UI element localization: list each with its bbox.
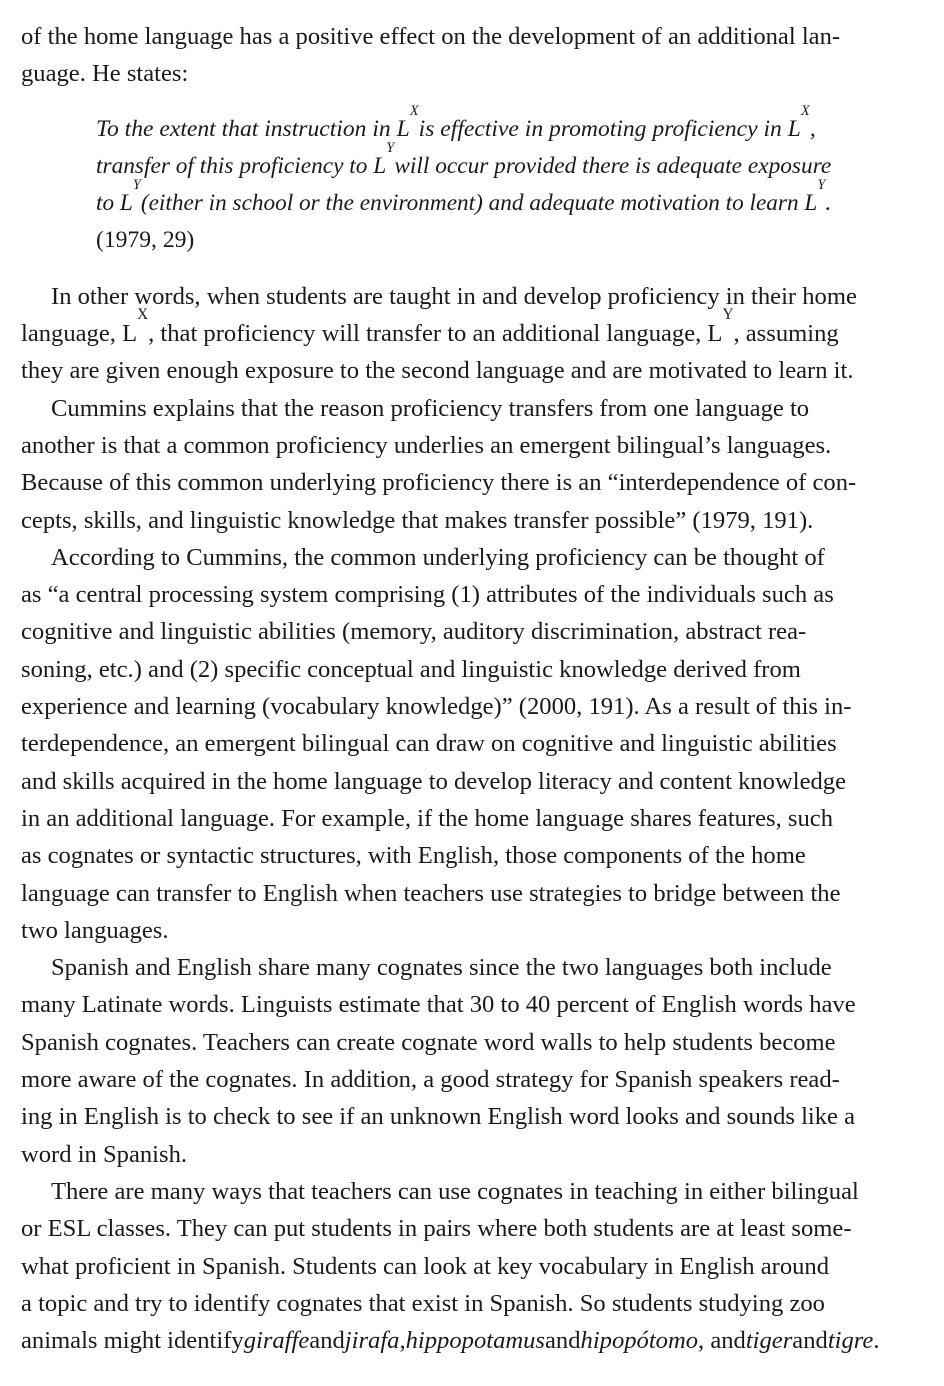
subscript: X [409, 102, 419, 119]
text-line-content: In other words, when students are taught in and develop proficiency in their home [51, 282, 857, 310]
document-page [21, 18, 921, 1359]
text-line [21, 502, 921, 539]
text-line-content: as “a central processing system comprising (1) attributes of the individuals such as [21, 581, 834, 609]
text-line [21, 1248, 921, 1285]
paragraph-4 [21, 949, 921, 1173]
subscript: Y [722, 306, 734, 324]
example-word: hipopótomo [580, 1327, 699, 1355]
text-line-content: There are many ways that teachers can use cognates in teaching in either bilingual [51, 1177, 859, 1205]
text-line-content: another is that a common proficiency underlies an emergent bilingual’s languages. [21, 431, 832, 459]
text-line-content: and skills acquired in the home language to develop literacy and content knowledge [21, 767, 846, 795]
text-line [21, 1024, 921, 1061]
quote-text: To the extent that instruction in L [96, 115, 410, 142]
text-line [21, 949, 921, 986]
text-line [21, 464, 921, 501]
example-word: tigre [827, 1327, 874, 1355]
paragraph-5 [21, 1173, 921, 1359]
quote-text: (either in school or the environment) and adequate motivation to learn L [140, 190, 818, 217]
example-word: jirafa [344, 1327, 400, 1355]
text-line [21, 306, 921, 352]
intro-paragraph [21, 18, 921, 93]
text-line [21, 613, 921, 650]
text-line-content: experience and learning (vocabulary knowledge)” (2000, 191). As a result of this in- [21, 693, 852, 721]
text-line [21, 1210, 921, 1247]
text-segment: language, L [21, 320, 138, 348]
text-segment: , [399, 1327, 406, 1355]
text-line-content: of the home language has a positive effect on the development of an additional lan- [21, 23, 841, 50]
text-line-content: as cognates or syntactic structures, with English, those components of the home [21, 842, 806, 870]
text-line [21, 800, 921, 837]
quote-line [96, 222, 831, 259]
text-line [21, 651, 921, 688]
text-line-content: guage. He states: [21, 60, 189, 88]
text-line [21, 875, 921, 912]
text-segment: and [792, 1327, 828, 1355]
text-line [21, 1322, 921, 1359]
text-line-content: more aware of the cognates. In addition, a good strategy for Spanish speakers read- [21, 1066, 840, 1094]
quote-line [96, 177, 832, 222]
paragraph-3 [21, 539, 921, 949]
text-segment: , that proficiency will transfer to an additional language, L [148, 320, 723, 348]
example-word: tiger [745, 1327, 793, 1355]
text-line [21, 539, 921, 576]
subscript: X [137, 306, 149, 324]
text-line [21, 1061, 921, 1098]
text-line [21, 725, 921, 762]
text-segment: and [545, 1327, 581, 1355]
subscript: Y [817, 177, 826, 194]
text-line [21, 912, 921, 949]
example-word: hippopotamus [405, 1327, 545, 1355]
text-line-content: According to Cummins, the common underlying proficiency can be thought of [51, 543, 825, 571]
text-line-content: ing in English is to check to see if an unknown English word looks and sounds like a [21, 1103, 856, 1131]
text-line-content: many Latinate words. Linguists estimate that 30 to 40 percent of English words have [21, 991, 856, 1019]
text-line [21, 55, 921, 92]
text-line-content: cepts, skills, and linguistic knowledge that makes transfer possible” (1979, 191). [21, 506, 814, 534]
text-segment: animals might identify [21, 1327, 244, 1355]
paragraph-1 [21, 278, 921, 390]
paragraph-2 [21, 390, 921, 539]
quote-text: to L [96, 190, 133, 217]
text-line-content: soning, etc.) and (2) specific conceptual and linguistic knowledge derived from [21, 655, 801, 683]
text-line [21, 278, 921, 315]
quote-line [96, 102, 831, 148]
text-line-content: or ESL classes. They can put students in pairs where both students are at least some- [21, 1215, 852, 1243]
quote-text: . [825, 190, 832, 217]
text-segment: and [309, 1327, 345, 1355]
text-line-content: language can transfer to English when teachers use strategies to bridge between the [21, 879, 841, 907]
text-line [21, 1098, 921, 1135]
text-segment: , and [698, 1327, 746, 1355]
block-quote [21, 102, 832, 260]
text-line [21, 688, 921, 725]
text-line [21, 390, 921, 427]
text-line [21, 837, 921, 874]
text-line-content: cognitive and linguistic abilities (memory, auditory discrimination, abstract rea- [21, 618, 807, 646]
quote-text: is effective in promoting proficiency in L [418, 115, 801, 142]
text-segment: , assuming [733, 320, 839, 348]
text-line [21, 763, 921, 800]
quote-text: transfer of this proficiency to L [96, 152, 387, 179]
quote-text: , [809, 115, 816, 142]
text-line [21, 576, 921, 613]
text-line-content: Cummins explains that the reason proficiency transfers from one language to [51, 394, 810, 422]
text-line-content: they are given enough exposure to the second language and are motivated to learn it. [21, 357, 854, 385]
text-line [21, 18, 921, 55]
quote-line [96, 139, 832, 185]
text-line-content: Spanish cognates. Teachers can create cognate word walls to help students become [21, 1028, 836, 1056]
text-line [21, 986, 921, 1023]
subscript: Y [132, 177, 141, 194]
text-line-content: a topic and try to identify cognates that exist in Spanish. So students studying zoo [21, 1289, 825, 1317]
text-line [21, 427, 921, 464]
text-line-content: Because of this common underlying proficiency there is an “interdependence of con- [21, 469, 857, 497]
text-line-content: Spanish and English share many cognates since the two languages both include [51, 954, 832, 982]
text-line [21, 352, 921, 389]
text-line-content: terdependence, an emergent bilingual can draw on cognitive and linguistic abilities [21, 730, 837, 758]
subscript: X [800, 102, 810, 119]
text-line-content: in an additional language. For example, if the home language shares features, such [21, 804, 834, 832]
text-line-content: word in Spanish. [21, 1140, 188, 1168]
subscript: Y [386, 139, 395, 156]
text-line-content: two languages. [21, 916, 169, 944]
text-line [21, 1173, 921, 1210]
text-line-content: what proficient in Spanish. Students can look at key vocabulary in English around [21, 1252, 830, 1280]
quote-citation: (1979, 29) [96, 227, 195, 254]
text-segment: . [873, 1327, 880, 1355]
text-line [21, 1285, 921, 1322]
quote-text: will occur provided there is adequate exposure [394, 152, 832, 179]
example-word: giraffe [243, 1327, 310, 1355]
text-line [21, 1136, 921, 1173]
